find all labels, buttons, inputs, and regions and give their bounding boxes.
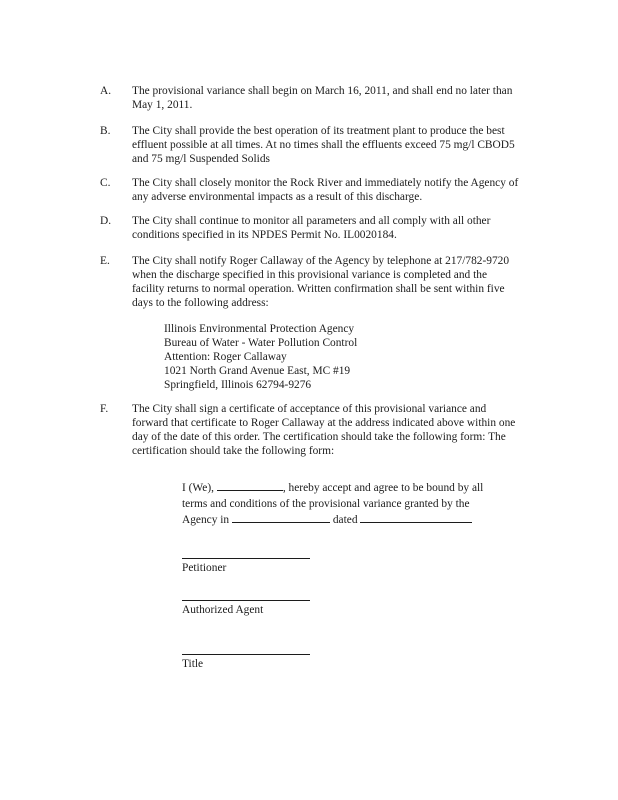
item-letter: C. <box>100 177 111 189</box>
date-blank[interactable] <box>360 522 472 523</box>
signature-label: Authorized Agent <box>182 604 264 616</box>
item-letter: E. <box>100 255 110 267</box>
item-f <box>100 402 520 458</box>
item-text: The City shall closely monitor the Rock River and immediately notify the Agency of any adverse environmental impacts as a result of this discharge. <box>132 177 519 203</box>
address-line: Attention: Roger Callaway <box>164 351 287 363</box>
signature-line[interactable] <box>182 644 310 655</box>
item-e <box>100 254 520 310</box>
item-text: The City shall notify Roger Callaway of the Agency by telephone at 217/782-9720 when the discharge specified in this provisional variance is completed and the facility returns to normal operation. Written confirmation shall be sent within five days to the following address: <box>132 255 510 309</box>
certificate-body: , hereby accept and agree to be bound by all terms and conditions of the provisional variance granted by the Agency in <box>182 482 484 526</box>
agency-case-blank[interactable] <box>232 522 330 523</box>
item-text: The provisional variance shall begin on March 16, 2011, and shall end no later than May 1, 2011. <box>132 85 513 111</box>
item-text: The City shall continue to monitor all parameters and all comply with all other conditions specified in its NPDES Permit No. IL0020184. <box>132 215 491 241</box>
signature-line[interactable] <box>182 548 310 559</box>
item-letter: B. <box>100 125 111 137</box>
signature-label: Petitioner <box>182 562 227 574</box>
item-text: The City shall provide the best operation of its treatment plant to produce the best effluent possible at all times. At no times shall the effluents exceed 75 mg/l CBOD5 and 75 mg/l Suspended Solids <box>132 125 515 165</box>
agent-signature <box>182 590 382 617</box>
address-line: Springfield, Illinois 62794-9276 <box>164 379 312 391</box>
certificate-dated: dated <box>332 514 358 526</box>
certificate-form <box>182 480 492 528</box>
signature-line[interactable] <box>182 590 310 601</box>
certificate-lead: I (We), <box>182 482 214 494</box>
name-blank[interactable] <box>217 490 283 491</box>
title-signature <box>182 644 382 671</box>
item-text: The City shall sign a certificate of acceptance of this provisional variance and forward that certificate to Roger Callaway at the address indicated above within one day of the date of this order. The certification should take the following form: The certification should take the following form: <box>132 403 516 457</box>
mailing-address <box>164 322 484 392</box>
item-c <box>100 176 520 204</box>
address-line: Illinois Environmental Protection Agency <box>164 323 355 335</box>
item-letter: A. <box>100 85 112 97</box>
item-letter: F. <box>100 403 109 415</box>
item-d <box>100 214 520 242</box>
address-line: Bureau of Water - Water Pollution Control <box>164 337 358 349</box>
petitioner-signature <box>182 548 382 575</box>
item-a <box>100 84 520 112</box>
address-line: 1021 North Grand Avenue East, MC #19 <box>164 365 351 377</box>
item-b <box>100 124 520 166</box>
signature-label: Title <box>182 658 204 670</box>
item-letter: D. <box>100 215 112 227</box>
